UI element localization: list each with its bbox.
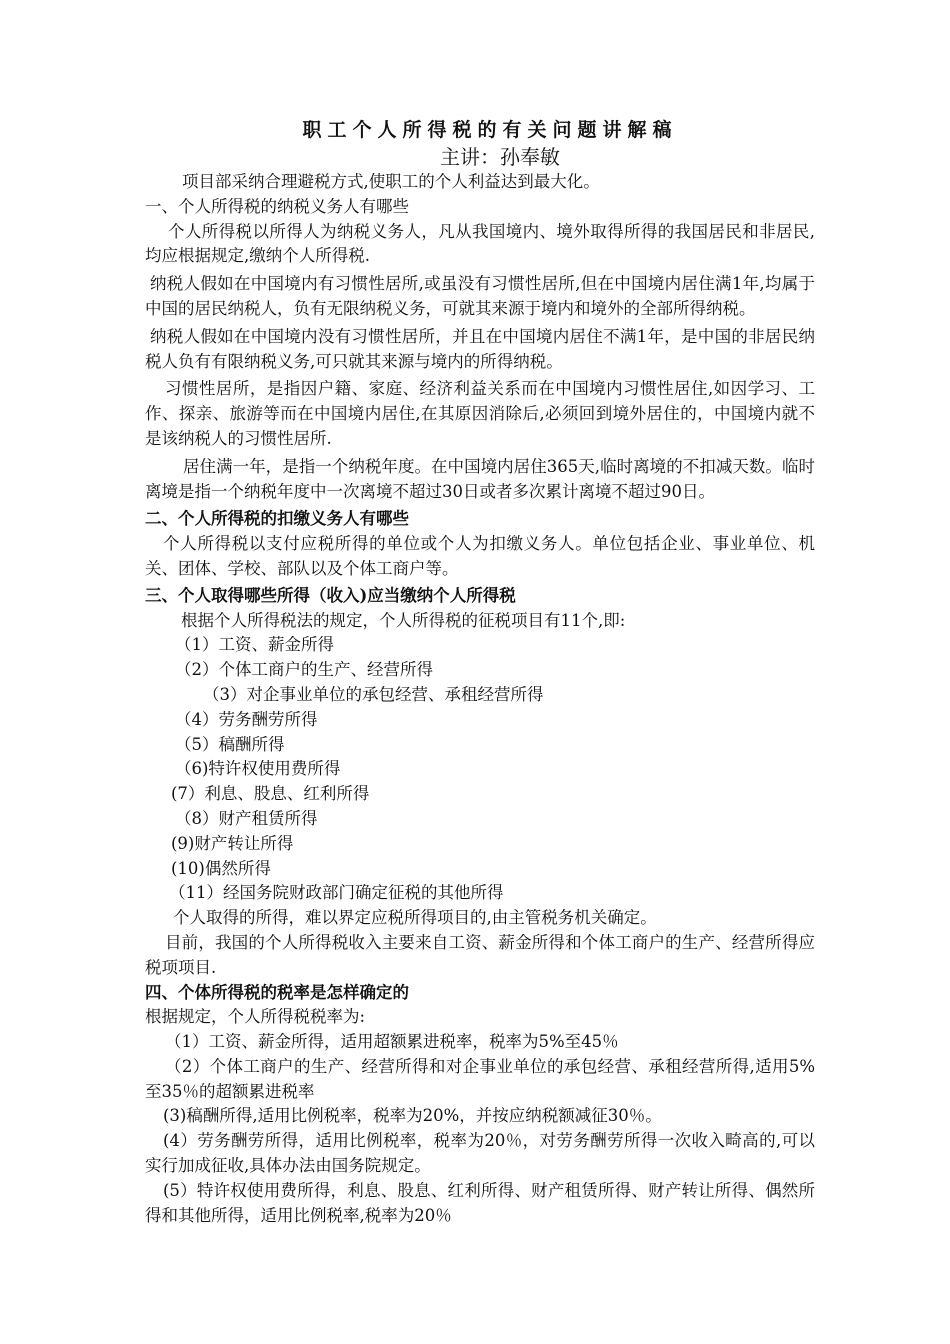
section-2-paragraph: 个人所得税以支付应税所得的单位或个人为扣缴义务人。单位包括企业、事业单位、机关、团体、学校、部队以及个体工商户等。 (145, 534, 815, 578)
section-3-list-item: （8）财产租赁所得 (175, 808, 318, 828)
intro-paragraph: 项目部采纳合理避税方式,使职工的个人利益达到最大化。 (182, 172, 600, 191)
section-2-heading: 二、个人所得税的扣缴义务人有哪些 (145, 509, 409, 529)
section-3-paragraph: 根据个人所得税法的规定，个人所得税的征税项目有11个,即: (181, 610, 626, 630)
document-subtitle: 主讲：孙奉敏 (440, 145, 560, 169)
section-3-paragraph: 目前，我国的个人所得税收入主要来自工资、薪金所得和个体工商户的生产、经营所得应税项项目. (145, 932, 815, 977)
section-3-list-item: (7）利息、股息、红利所得 (171, 784, 370, 804)
document-title: 职工个人所得税的有关问题讲解稿 (302, 119, 678, 141)
section-3-list-item: （1）工资、薪金所得 (175, 635, 334, 655)
section-4-paragraph: (3)稿酬所得,适用比例税率，税率为20%，并按应纳税额减征30％。 (163, 1106, 662, 1126)
section-1-paragraph: 纳税人假如在中国境内有习惯性居所,或虽没有习惯性居所,但在中国境内居住满1年,均属于中国的居民纳税人，负有无限纳税义务，可就其来源于境内和境外的全部所得纳税。 (145, 274, 815, 318)
section-1-paragraph: 习惯性居所，是指因户籍、家庭、经济利益关系而在中国境内习惯性居住,如因学习、工作、探亲、旅游等而在中国境内居住,在其原因消除后,必须回到境外居住的，中国境内就不是该纳税人的习惯性居所. (145, 379, 815, 448)
section-4-paragraph: 根据规定，个人所得税税率为: (145, 1007, 366, 1027)
section-1-paragraph: 个人所得税以所得人为纳税义务人，凡从我国境内、境外取得所得的我国居民和非居民,均应根据规定,缴纳个人所得税. (145, 221, 815, 266)
section-1-paragraph: 纳税人假如在中国境内没有习惯性居所，并且在中国境内居住不满1年，是中国的非居民纳税人负有有限纳税义务,可只就其来源与境内的所得纳税。 (145, 326, 815, 371)
section-3-heading: 三、个人取得哪些所得（收入)应当缴纳个人所得税 (145, 585, 516, 605)
section-4-paragraph: (4）劳务酬劳所得，适用比例税率，税率为20％，对劳务酬劳所得一次收入畸高的,可以实行加成征收,具体办法由国务院规定。 (145, 1131, 815, 1176)
section-3-list-item: (9)财产转让所得 (171, 833, 294, 853)
section-3-list-item: （3）对企事业单位的承包经营、承租经营所得 (203, 684, 544, 704)
section-3-list-item: （6)特许权使用费所得 (175, 759, 341, 779)
document-body (145, 116, 815, 1228)
section-4-paragraph: （2）个体工商户的生产、经营所得和对企事业单位的承包经营、承租经营所得,适用5%至35％的超额累进税率 (145, 1056, 815, 1101)
section-3-paragraph: 个人取得的所得，难以界定应税所得项目的,由主管税务机关确定。 (173, 908, 657, 928)
section-3-list-item: （4）劳务酬劳所得 (175, 709, 318, 729)
section-4-heading: 四、个体所得税的税率是怎样确定的 (145, 982, 409, 1002)
section-1-heading: 一、个人所得税的纳税义务人有哪些 (145, 196, 409, 216)
section-4-paragraph: （1）工资、薪金所得，适用超额累进税率，税率为5%至45％ (165, 1032, 619, 1052)
section-3-list-item: （2）个体工商户的生产、经营所得 (175, 660, 433, 680)
section-3-list-item: (10)偶然所得 (171, 858, 271, 878)
section-3-list-item: （5）稿酬所得 (175, 734, 285, 754)
section-4-paragraph: (5）特许权使用费所得，利息、股息、红利所得、财产租赁所得、财产转让所得、偶然所得和其他所得，适用比例税率,税率为20％ (145, 1180, 815, 1225)
section-3-list-item: （11）经国务院财政部门确定征税的其他所得 (169, 883, 504, 903)
section-1-paragraph: 居住满一年，是指一个纳税年度。在中国境内居住365天,临时离境的不扣减天数。临时离境是指一个纳税年度中一次离境不超过30日或者多次累计离境不超过90日。 (145, 456, 815, 501)
